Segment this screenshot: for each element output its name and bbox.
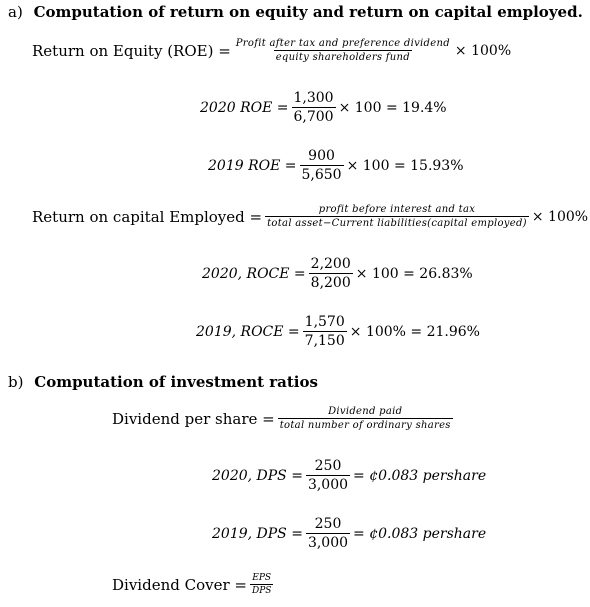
roce-formula-numerator: profit before interest and tax — [318, 204, 476, 215]
section-a-heading — [8, 3, 583, 21]
dividend-cover-label: Dividend Cover = — [112, 575, 247, 594]
roe-2020-label: 2020 ROE = — [200, 99, 289, 116]
roce-2020-label: 2020, ROCE = — [202, 265, 306, 282]
roce-2019-denominator: 7,150 — [304, 333, 345, 349]
roce-formula-label: Return on capital Employed = — [32, 207, 263, 226]
dividend-cover-formula — [112, 573, 276, 596]
roce-formula-fraction — [265, 204, 529, 229]
dps-2019-equation — [212, 516, 486, 551]
roce-formula-denominator: total asset−Current liabilities(capital employed) — [267, 218, 527, 229]
roe-2019-denominator: 5,650 — [301, 167, 342, 183]
dps-2019-label: 2019, DPS = — [212, 525, 303, 542]
roe-2020-equation — [200, 90, 447, 125]
roce-formula-suffix: × 100% — [531, 208, 589, 225]
section-b-marker: b) — [8, 373, 24, 391]
section-a-marker: a) — [8, 3, 23, 21]
dps-2020-equation — [212, 458, 486, 493]
roe-2019-fraction — [300, 148, 344, 183]
dividend-cover-numerator: EPS — [252, 573, 272, 583]
dps-formula-label: Dividend per share = — [112, 409, 275, 428]
roe-2020-numerator: 1,300 — [293, 90, 334, 106]
roce-2020-result: × 100 = 26.83% — [355, 265, 473, 282]
roe-2019-result: × 100 = 15.93% — [346, 157, 464, 174]
dps-formula-numerator: Dividend paid — [328, 406, 403, 417]
dps-2019-result: = ¢0.083 pershare — [353, 525, 487, 542]
roce-2019-fraction — [303, 314, 347, 349]
dps-2020-result: = ¢0.083 pershare — [353, 467, 487, 484]
roe-2019-label: 2019 ROE = — [208, 157, 297, 174]
roce-2020-denominator: 8,200 — [310, 275, 351, 291]
roe-formula — [32, 38, 511, 63]
roe-formula-denominator: equity shareholders fund — [275, 52, 410, 63]
section-a-title: Computation of return on equity and return on capital employed. — [33, 3, 583, 21]
roe-formula-label: Return on Equity (ROE) = — [32, 41, 231, 60]
dps-2019-numerator: 250 — [314, 516, 342, 532]
roce-2020-equation — [202, 256, 473, 291]
roe-2019-equation — [208, 148, 464, 183]
dps-2020-denominator: 3,000 — [307, 477, 349, 493]
dps-2019-denominator: 3,000 — [307, 535, 349, 551]
section-b-heading — [8, 373, 318, 391]
roce-2019-equation — [196, 314, 480, 349]
roe-2020-fraction — [292, 90, 336, 125]
dps-formula-fraction — [278, 406, 453, 431]
roe-2020-denominator: 6,700 — [293, 109, 334, 125]
dividend-cover-denominator: DPS — [251, 586, 272, 596]
roe-formula-fraction — [234, 38, 452, 63]
roce-2020-numerator: 2,200 — [310, 256, 351, 272]
dps-formula-denominator: total number of ordinary shares — [279, 420, 451, 431]
roce-2019-result: × 100% = 21.96% — [349, 323, 480, 340]
dps-2020-numerator: 250 — [314, 458, 342, 474]
dps-2020-label: 2020, DPS = — [212, 467, 303, 484]
roe-formula-suffix: × 100% — [454, 42, 512, 59]
roce-2019-label: 2019, ROCE = — [196, 323, 300, 340]
roce-formula — [32, 204, 588, 229]
roe-formula-numerator: Profit after tax and preference dividend — [235, 38, 450, 49]
dps-2019-fraction — [306, 516, 350, 551]
roe-2019-numerator: 900 — [308, 148, 335, 164]
roce-2019-numerator: 1,570 — [304, 314, 345, 330]
dividend-cover-fraction — [250, 573, 273, 596]
dps-formula — [112, 406, 456, 431]
section-b-title: Computation of investment ratios — [34, 373, 318, 391]
dps-2020-fraction — [306, 458, 350, 493]
roce-2020-fraction — [309, 256, 353, 291]
roe-2020-result: × 100 = 19.4% — [338, 99, 447, 116]
